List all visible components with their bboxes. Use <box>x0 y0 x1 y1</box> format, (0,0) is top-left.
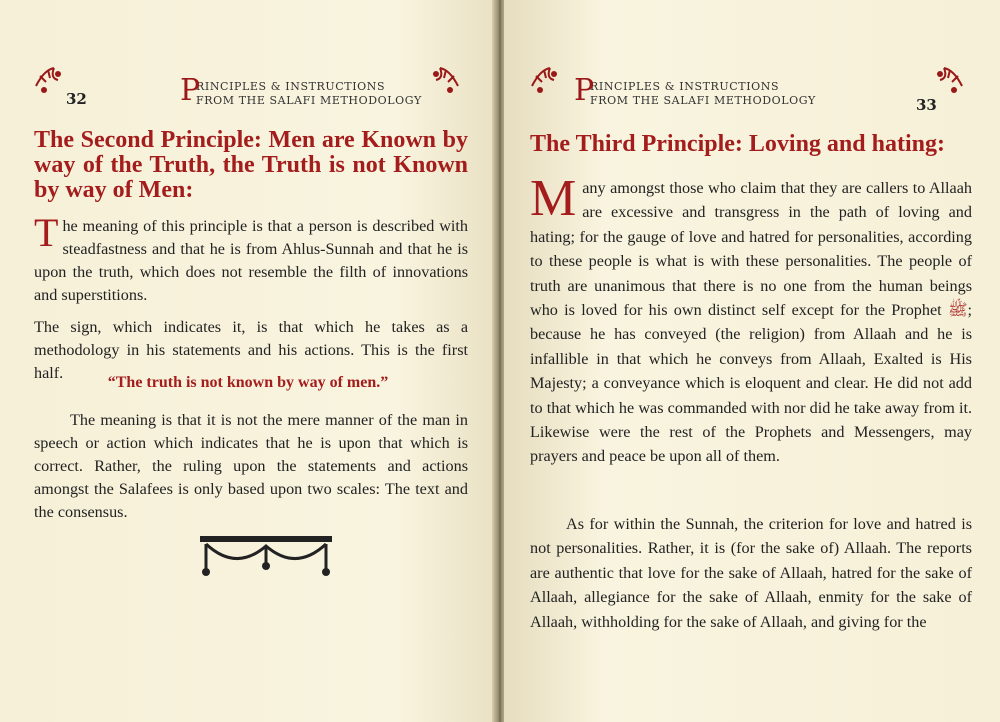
ornament-garland-icon <box>196 532 336 580</box>
paragraph-1-text: he meaning of this principle is that a person is described with steadfastness and that he is from Ahlus-Sunnah and that he is upon the truth, which does not resemble the filth of innovations and superstitions. <box>34 217 468 304</box>
ornament-corner-icon <box>924 66 964 106</box>
ornament-corner-icon <box>530 66 570 106</box>
header-line-1: RINCIPLES & INSTRUCTIONS <box>196 80 386 93</box>
paragraph-1-text-a: any amongst those who claim that they are callers to Allaah are excessive and transgress in the path of loving and hating; for the gauge of love and hatred for personalities, according to these people is what is with these personalities. The people of truth are unanimous that there is no one from the human beings who is loved for his own distinct self except for the Prophet <box>530 179 972 320</box>
header-line-2: FROM THE SALAFI METHODOLOGY <box>196 94 422 107</box>
paragraph-1-text-b: ; because he has conveyed (the religion) from Allaah and he is infallible in that which he conveys from Allaah, Exalted is His Majesty; a conveyance which is eloquent and clear. He did not add to that which he was commanded with nor did he take away from it. Likewise were the rest of the Prophets and Messengers, may prayers and peace be upon all of them. <box>530 301 972 466</box>
running-header <box>574 73 816 108</box>
paragraph-3: The meaning is that it is not the mere manner of the man in speech or action which indicates that he is upon that which is correct. Rather, the ruling upon the statements and actions amongst the Salafees is only based upon two scales: The text and the consensus. <box>34 411 468 521</box>
header-drop-cap: P <box>180 73 201 108</box>
right-page <box>504 0 1000 722</box>
left-page <box>0 0 496 722</box>
paragraph-1 <box>530 170 972 469</box>
page-number: 33 <box>916 96 937 114</box>
drop-cap: T <box>34 210 59 255</box>
salutation-glyph: ﷺ <box>947 301 968 320</box>
pull-quote: “The truth is not known by way of men.” <box>107 374 389 391</box>
running-header <box>180 73 422 108</box>
section-title: The Second Principle: Men are Known by way of the Truth, the Truth is not Known by way of Men: <box>34 127 468 203</box>
header-line-1: RINCIPLES & INSTRUCTIONS <box>590 80 780 93</box>
paragraph-2: As for within the Sunnah, the criterion for love and hatred is not personalities. Rather, it is (for the sake of) Allaah. The reports are authentic that love for the sake of Allaah, hatred for the sake of Allaah, allegiance for the sake of Allaah, enmity for the sake of Allaah, withholding for the sake of Allaah, and giving for the <box>530 515 972 631</box>
drop-cap: M <box>530 170 577 227</box>
section-title: The Third Principle: Loving and hating: <box>530 131 945 157</box>
paragraph-2: The sign, which indicates it, is that which he takes as a methodology in his statements and his actions. This is the first half. <box>34 318 468 382</box>
paragraph-1 <box>34 210 468 307</box>
header-drop-cap: P <box>574 73 595 108</box>
header-line-2: FROM THE SALAFI METHODOLOGY <box>590 94 816 107</box>
ornament-corner-icon <box>420 66 460 106</box>
page-number: 32 <box>66 90 87 108</box>
